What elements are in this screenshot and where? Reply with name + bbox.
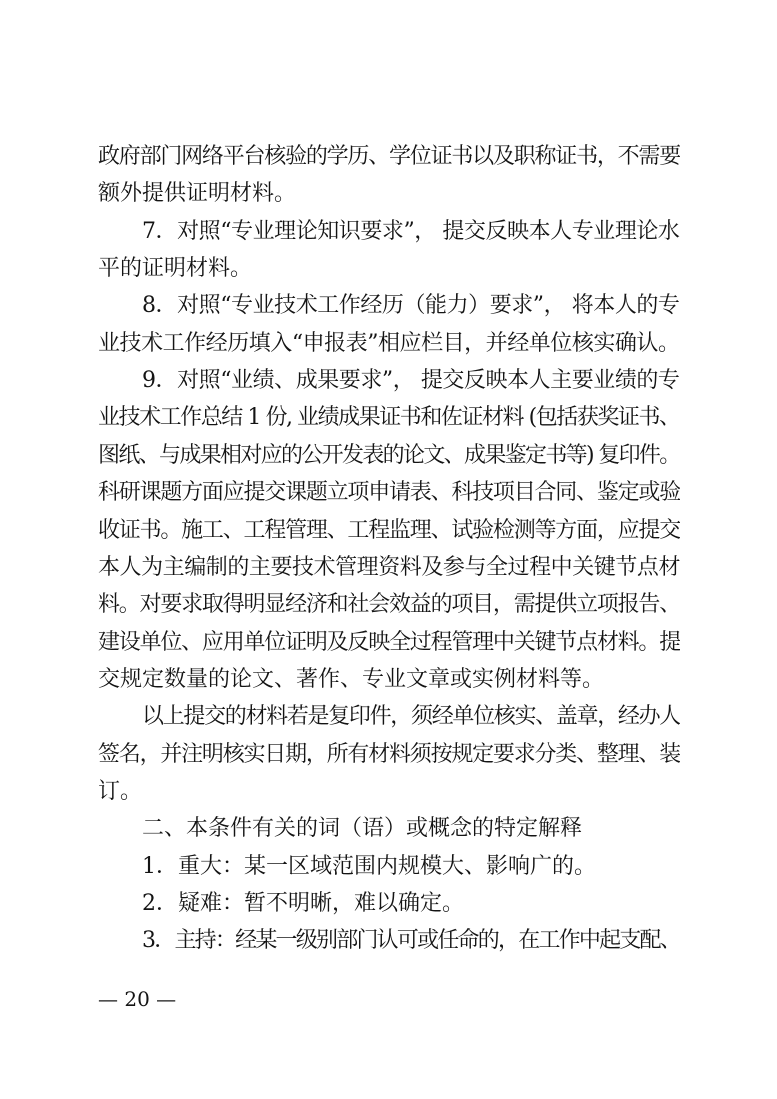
- text-line-20: 1．重大：某一区域范围内规模大、影响广的。: [142, 854, 596, 879]
- text-line-21: 2．疑难：暂不明晰，难以确定。: [142, 891, 464, 916]
- text-line-16: 以上提交的材料若是复印件，须经单位核实、盖章，经办人: [142, 704, 680, 729]
- text-line-11: 收证书。施工、工程管理、工程监理、试验检测等方面，应提交: [98, 518, 680, 543]
- text-line-6: 业技术工作经历填入“申报表”相应栏目，并经单位核实确认。: [98, 331, 680, 356]
- text-line-12: 本人为主编制的主要技术管理资料及参与全过程中关键节点材: [98, 555, 680, 580]
- text-line-4: 平的证明材料。: [98, 256, 253, 281]
- text-line-17: 签名，并注明核实日期，所有材料须按规定要求分类、整理、装: [98, 742, 680, 767]
- text-line-1: 政府部门网络平台核验的学历、学位证书以及职称证书，不需要: [98, 144, 680, 169]
- text-line-5: 8．对照“专业技术工作经历（能力）要求”， 将本人的专: [142, 293, 680, 318]
- text-line-22: 3．主持：经某一级别部门认可或任命的，在工作中起支配、: [142, 928, 680, 953]
- text-line-10: 科研课题方面应提交课题立项申请表、科技项目合同、鉴定或验: [98, 480, 680, 505]
- text-line-7: 9．对照“业绩、成果要求”， 提交反映本人主要业绩的专: [142, 368, 680, 393]
- text-line-3: 7．对照“专业理论知识要求”， 提交反映本人专业理论水: [142, 219, 680, 244]
- text-line-2: 额外提供证明材料。: [98, 181, 297, 206]
- text-line-15: 交规定数量的论文、著作、专业文章或实例材料等。: [98, 667, 605, 692]
- text-line-14: 建设单位、应用单位证明及反映全过程管理中关键节点材料。提: [98, 630, 680, 655]
- text-line-13: 料。对要求取得明显经济和社会效益的项目，需提供立项报告、: [98, 592, 680, 617]
- text-line-8: 业技术工作总结 1 份, 业绩成果证书和佐证材料 (包括获奖证书、: [98, 405, 680, 430]
- text-line-19: 二、本条件有关的词（语）或概念的特定解释: [142, 816, 583, 841]
- text-line-18: 订。: [98, 779, 143, 804]
- text-line-9: 图纸、与成果相对应的公开发表的论文、成果鉴定书等) 复印件。: [98, 443, 680, 468]
- page-number: — 20 —: [98, 987, 177, 1011]
